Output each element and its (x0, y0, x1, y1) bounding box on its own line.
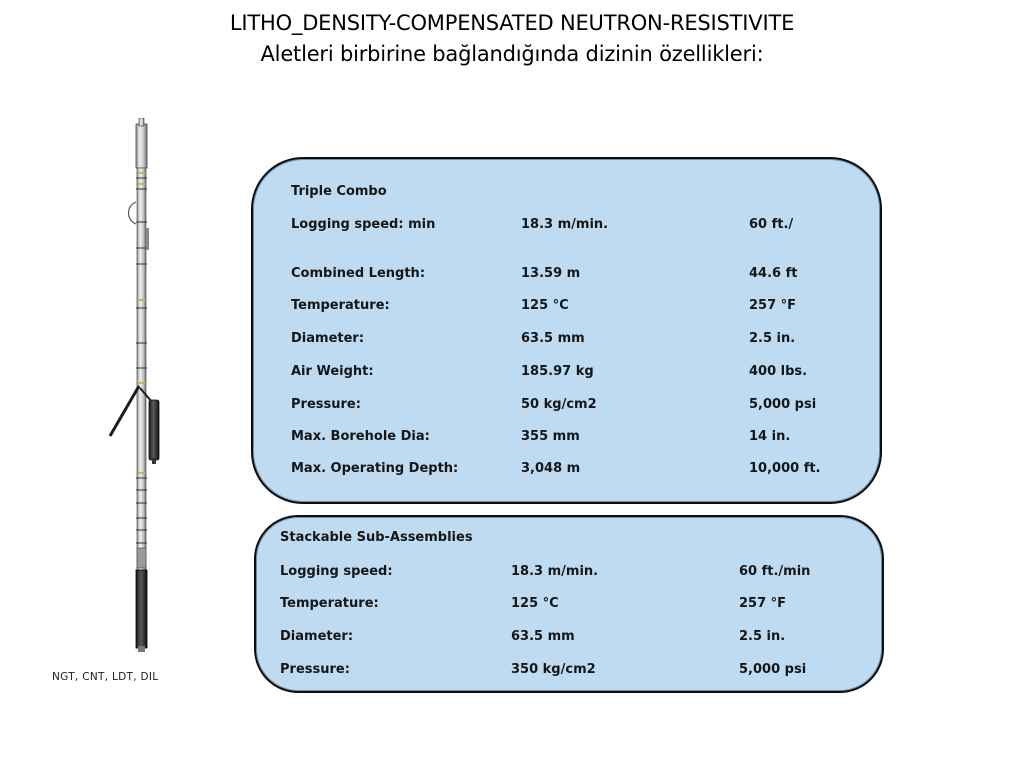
spec-label: Max. Borehole Dia: (291, 429, 430, 444)
spec-label: Diameter: (291, 331, 365, 346)
spec-imperial-value: 2.5 in. (749, 331, 796, 346)
tool-caption: NGT, CNT, LDT, DIL (52, 671, 159, 683)
spec-row-max-borehole-dia (253, 429, 880, 449)
spec-label: Logging speed: (280, 564, 393, 579)
spec-imperial-value: 5,000 psi (749, 397, 817, 412)
stackable-heading: Stackable Sub-Assemblies (280, 530, 473, 545)
spec-imperial-value: 14 in. (749, 429, 791, 444)
spec-imperial-value: 44.6 ft (749, 266, 798, 281)
spec-metric-value: 125 °C (521, 298, 569, 313)
spec-row-logging-speed (256, 564, 882, 584)
spec-label: Pressure: (291, 397, 361, 412)
spec-metric-value: 355 mm (521, 429, 580, 444)
spec-label: Combined Length: (291, 266, 426, 281)
slide-title (0, 8, 1024, 70)
spec-label: Pressure: (280, 662, 350, 677)
spec-metric-value: 3,048 m (521, 461, 581, 476)
spec-metric-value: 63.5 mm (521, 331, 585, 346)
logging-tool-illustration (52, 118, 230, 683)
spec-row-pressure (256, 662, 882, 682)
spec-metric-value: 18.3 m/min. (521, 217, 609, 232)
spec-metric-value: 350 kg/cm2 (511, 662, 596, 677)
triple-combo-heading: Triple Combo (291, 184, 387, 199)
spec-metric-value: 18.3 m/min. (511, 564, 599, 579)
logging-tool-drawing (90, 118, 230, 678)
spec-row-diameter (253, 331, 880, 351)
spec-imperial-value: 257 °F (739, 596, 787, 611)
spec-label: Air Weight: (291, 364, 374, 379)
triple-combo-panel (251, 157, 882, 504)
spec-metric-value: 125 °C (511, 596, 559, 611)
spec-metric-value: 13.59 m (521, 266, 581, 281)
spec-row-pressure (253, 397, 880, 417)
spec-label: Temperature: (280, 596, 379, 611)
spec-metric-value: 185.97 kg (521, 364, 594, 379)
spec-label: Diameter: (280, 629, 354, 644)
stackable-sub-assemblies-panel (254, 515, 884, 693)
spec-row-temperature (253, 298, 880, 318)
spec-label: Temperature: (291, 298, 390, 313)
spec-metric-value: 50 kg/cm2 (521, 397, 597, 412)
spec-row-air-weight (253, 364, 880, 384)
spec-label: Logging speed: min (291, 217, 436, 232)
spec-imperial-value: 60 ft./ (749, 217, 794, 232)
spec-imperial-value: 60 ft./min (739, 564, 811, 579)
spec-label: Max. Operating Depth: (291, 461, 459, 476)
spec-row-temperature (256, 596, 882, 616)
spec-row-max-operating-depth (253, 461, 880, 481)
spec-row-combined-length (253, 266, 880, 286)
spec-imperial-value: 10,000 ft. (749, 461, 821, 476)
spec-imperial-value: 257 °F (749, 298, 797, 313)
spec-imperial-value: 5,000 psi (739, 662, 807, 677)
spec-imperial-value: 2.5 in. (739, 629, 786, 644)
spec-metric-value: 63.5 mm (511, 629, 575, 644)
spec-imperial-value: 400 lbs. (749, 364, 808, 379)
title-line-1: LITHO_DENSITY-COMPENSATED NEUTRON-RESISTIVITE (229, 11, 795, 35)
spec-row-logging-speed (253, 217, 880, 237)
title-line-2: Aletleri birbirine bağlandığında dizinin özellikleri: (260, 42, 764, 66)
spec-row-diameter (256, 629, 882, 649)
